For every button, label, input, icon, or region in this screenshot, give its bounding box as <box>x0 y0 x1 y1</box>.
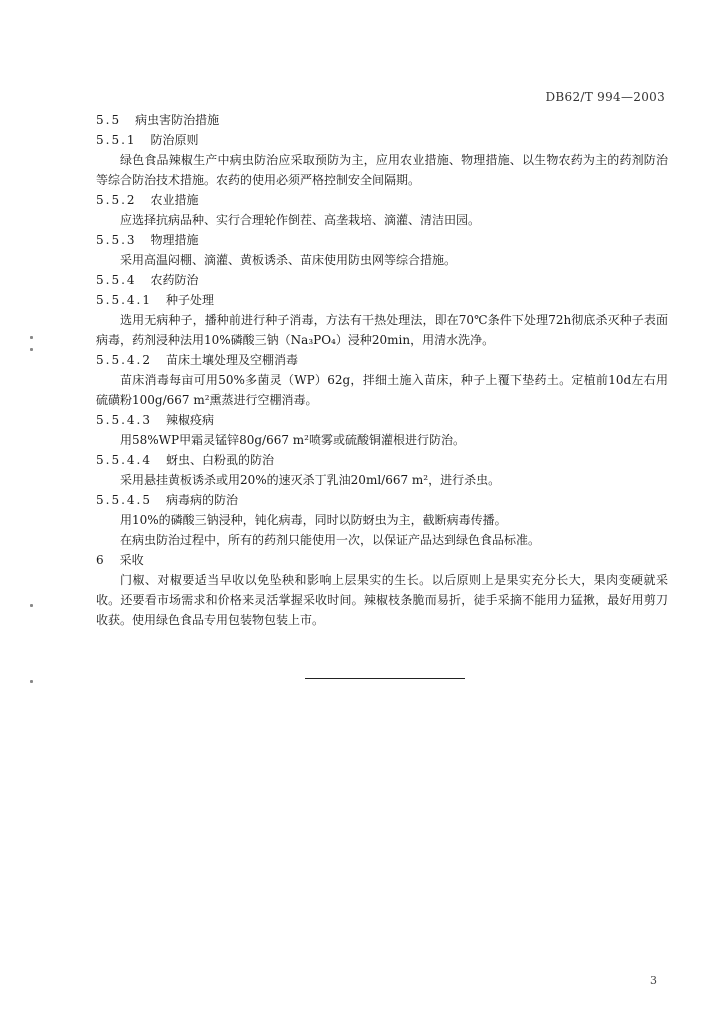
paragraph: 应选择抗病品种、实行合理轮作倒茬、高垄栽培、滴灌、清洁田园。 <box>120 213 481 227</box>
section-heading <box>96 230 668 250</box>
document-code: DB62/T 994—2003 <box>545 90 665 104</box>
section-number: 5.5.4.4 <box>96 453 152 467</box>
section-number: 5.5.3 <box>96 233 137 247</box>
section-title: 蚜虫、白粉虱的防治 <box>165 453 274 467</box>
section-title: 采收 <box>119 553 144 567</box>
section-number: 5.5.2 <box>96 193 137 207</box>
section-heading <box>96 490 668 510</box>
section-heading <box>96 130 668 150</box>
section-title: 病虫害防治措施 <box>135 113 220 127</box>
scan-speck <box>30 336 33 339</box>
section-title: 种子处理 <box>165 293 214 307</box>
paragraph: 绿色食品辣椒生产中病虫防治应采取预防为主，应用农业措施、物理措施、以生物农药为主的药剂防治等综合防治技术措施。农药的使用必须严格控制安全间隔期。 <box>96 153 668 187</box>
paragraph: 用10%的磷酸三钠浸种，钝化病毒，同时以防蚜虫为主，截断病毒传播。 <box>120 513 507 527</box>
section-heading <box>96 270 668 290</box>
scan-speck <box>30 348 33 351</box>
section-number: 5.5.1 <box>96 133 137 147</box>
section-title: 苗床土壤处理及空棚消毒 <box>165 353 298 367</box>
section-heading <box>96 410 668 430</box>
end-rule <box>305 678 465 679</box>
section-number: 6 <box>96 553 106 567</box>
page-number: 3 <box>650 974 657 987</box>
section-number: 5.5.4.3 <box>96 413 152 427</box>
section-number: 5.5.4.2 <box>96 353 152 367</box>
section-title: 病毒病的防治 <box>165 493 238 507</box>
section-title: 农药防治 <box>150 273 199 287</box>
paragraph: 门椒、对椒要适当早收以免坠秧和影响上层果实的生长。以后原则上是果实充分长大，果肉变硬就采收。还要看市场需求和价格来灵活掌握采收时间。辣椒枝条脆而易折，徒手采摘不能用力猛揪，最好用剪刀收获。使用绿色食品专用包装物包装上市。 <box>96 573 668 627</box>
paragraph: 采用悬挂黄板诱杀或用20%的速灭杀丁乳油20ml/667 m²，进行杀虫。 <box>120 473 501 487</box>
section-title: 农业措施 <box>150 193 199 207</box>
section-heading <box>96 290 668 310</box>
paragraph: 在病虫防治过程中，所有的药剂只能使用一次，以保证产品达到绿色食品标准。 <box>120 533 541 547</box>
section-heading <box>96 450 668 470</box>
section-heading <box>96 190 668 210</box>
paragraph: 采用高温闷棚、滴灌、黄板诱杀、苗床使用防虫网等综合措施。 <box>120 253 457 267</box>
section-number: 5.5.4.1 <box>96 293 152 307</box>
paragraph: 用58%WP甲霜灵锰锌80g/667 m²喷雾或硫酸铜灌根进行防治。 <box>120 433 465 447</box>
scan-speck <box>30 680 33 683</box>
section-title: 辣椒疫病 <box>165 413 214 427</box>
section-number: 5.5 <box>96 113 122 127</box>
paragraph: 苗床消毒每亩可用50%多菌灵（WP）62g，拌细土施入苗床，种子上覆下垫药土。定植前10d左右用硫磺粉100g/667 m²熏蒸进行空棚消毒。 <box>96 373 668 407</box>
section-title: 防治原则 <box>150 133 199 147</box>
section-heading <box>96 110 668 130</box>
scan-speck <box>30 604 33 607</box>
document-body <box>96 110 668 630</box>
section-number: 5.5.4.5 <box>96 493 152 507</box>
section-number: 5.5.4 <box>96 273 137 287</box>
section-heading <box>96 550 668 570</box>
paragraph: 选用无病种子，播种前进行种子消毒，方法有干热处理法，即在70℃条件下处理72h彻底杀灭种子表面病毒，药剂浸种法用10%磷酸三钠（Na₃PO₄）浸种20min，用清水洗净。 <box>96 313 668 347</box>
section-title: 物理措施 <box>150 233 199 247</box>
section-heading <box>96 350 668 370</box>
